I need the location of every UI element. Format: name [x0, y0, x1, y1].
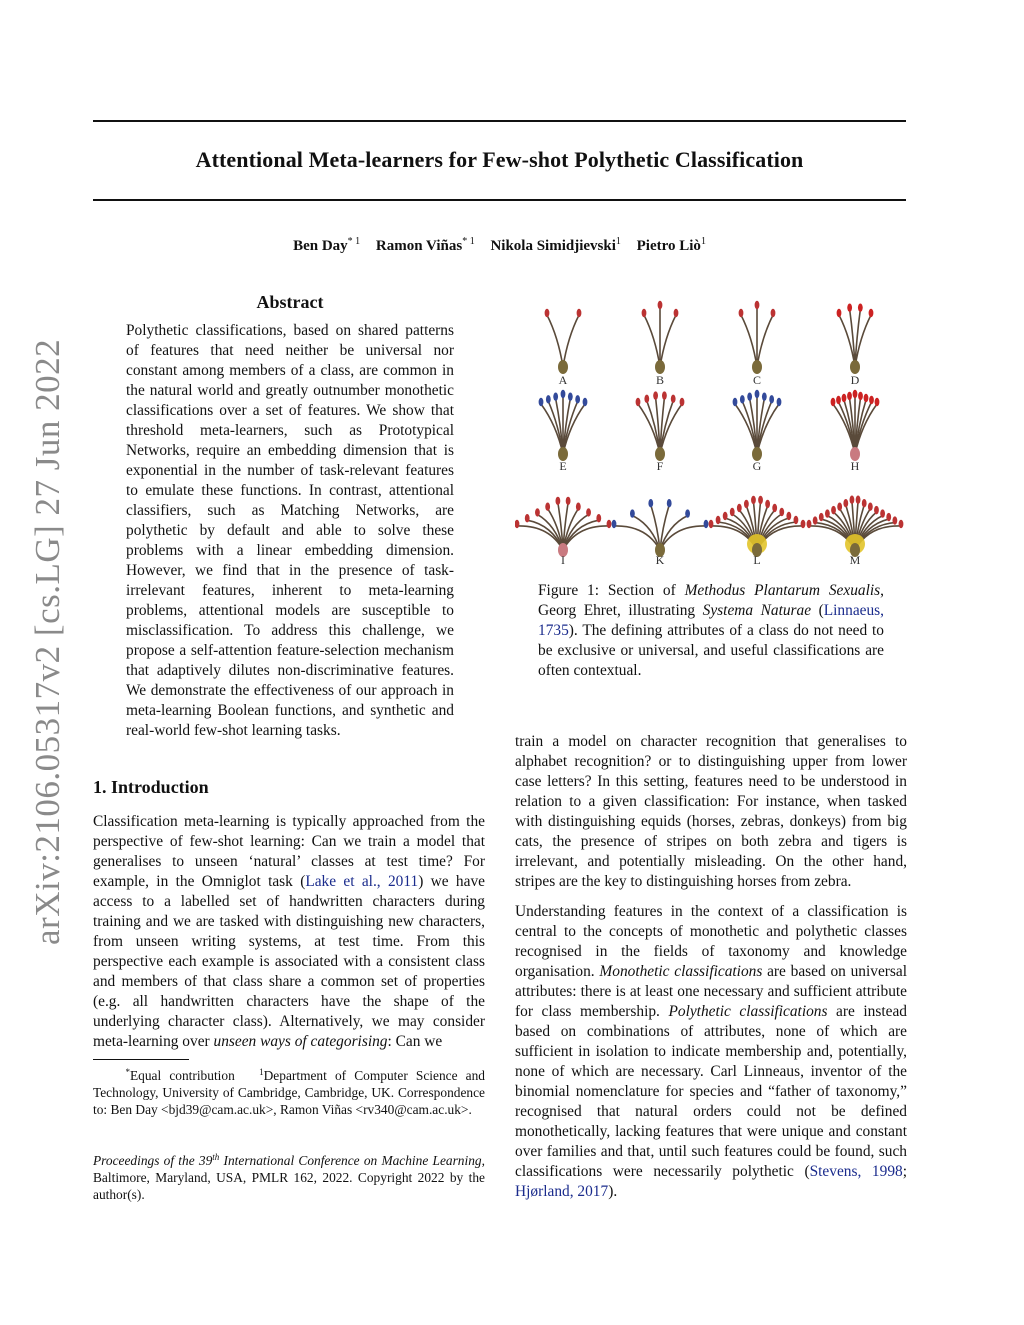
- flower-anther: [868, 502, 873, 510]
- flower-anther: [801, 520, 806, 528]
- flower-anther: [739, 309, 744, 317]
- flower-anther: [561, 390, 566, 398]
- flower-anther: [653, 391, 658, 399]
- citation-lake-2011[interactable]: Lake et al., 2011: [305, 873, 419, 890]
- flower-anther: [733, 398, 738, 406]
- flower-base: [752, 360, 762, 374]
- flower-anther: [862, 499, 867, 507]
- flower-anther: [525, 514, 530, 522]
- flower-stamen: [741, 315, 757, 367]
- flower-anther: [545, 309, 550, 317]
- flower-anther: [755, 390, 760, 398]
- flower-anther: [842, 394, 847, 402]
- figure-panel-label: L: [753, 553, 761, 567]
- flower-anther: [779, 508, 784, 516]
- flower-anther: [786, 512, 791, 520]
- flower-anther: [636, 398, 641, 406]
- footnote-rule: [93, 1059, 189, 1060]
- flower-anther: [831, 398, 836, 406]
- figure-panel-label: F: [656, 459, 664, 473]
- flower-anther: [575, 395, 580, 403]
- flower-stamen: [660, 315, 676, 367]
- citation-stevens-1998[interactable]: Stevens, 1998: [809, 1163, 903, 1180]
- flower-anther: [847, 392, 852, 400]
- right-column-paragraph-1: train a model on character recognition that generalises to alphabet recognition? or to distinguishing upper from lower case letters? In this setting, features need to be understood in relation to a given classification: For instance, when tasked with distinguishing equids (horses, zebras, donkeys) from big cats, the presence of stripes on both zebra and tigers is irrelevant, and potentially misleading. On the other hand, stripes are the key to distinguishing horses from zebra.: [515, 733, 907, 890]
- figure-panel-label: A: [558, 373, 568, 387]
- flower-anther: [886, 513, 891, 521]
- flower-anther: [680, 398, 685, 406]
- flower-anther: [869, 396, 874, 404]
- flower-stamen: [547, 315, 563, 367]
- flower-anther: [716, 516, 721, 524]
- flower-anther: [662, 391, 667, 399]
- author-ben-day: Ben Day$^{* 1}$: [293, 236, 361, 254]
- figure-panel-label: B: [655, 373, 665, 387]
- flower-anther: [515, 520, 519, 528]
- flower-anther: [685, 509, 690, 517]
- flower-base: [558, 360, 568, 374]
- flower-stamen: [757, 315, 773, 367]
- flower-anther: [577, 309, 582, 317]
- flower-anther: [847, 303, 852, 311]
- figure-caption: Figure 1: Section of Methodus Plantarum Sexualis, Georg Ehret, illustrating Systema Naturae (Linnaeus, 1735). The defining attributes of a class do not need to be exclusive or universal, and useful classifications are often contextual.: [538, 582, 885, 679]
- flower-anther: [596, 514, 601, 522]
- flower-anther: [762, 392, 767, 400]
- flower-anther: [723, 512, 728, 520]
- flower-anther: [737, 504, 742, 512]
- right-column-paragraph-2: Understanding features in the context of a classification is central to the concepts of monothetic and polythetic classes recognised in the fields of taxonomy and knowledge organisation. Monothetic classifications are based on universal attributes: there is at least one necessary and sufficient attribute for class membership. Polythetic classifications are instead based on combinations of attributes, none of which are sufficient in isolation to indicate membership and, potentially, none of which are necessary. Carl Linneaus, inventor of the binomial nomenclature for species and “father of taxonomy,” recognised that natural orders could not be defined monothetically, lacking features that were unique and constant over families and that, until such features could be found, such classifications were necessarily polythetic (Stevens, 1998; Hjørland, 2017).: [515, 903, 908, 1200]
- flower-anther: [740, 395, 745, 403]
- citation-linnaeus-1735[interactable]: Linnaeus, 1735: [538, 602, 885, 639]
- flower-anther: [858, 303, 863, 311]
- flower-anther: [583, 398, 588, 406]
- flower-anther: [553, 392, 558, 400]
- flower-anther: [858, 392, 863, 400]
- flower-anther: [704, 520, 709, 528]
- introduction-heading: 1. Introduction: [93, 777, 209, 797]
- abstract-heading: Abstract: [256, 292, 324, 312]
- figure-panel-label: E: [559, 459, 567, 473]
- flower-anther: [765, 500, 770, 508]
- flower-anther: [864, 394, 869, 402]
- flower-anther: [758, 496, 763, 504]
- author-list: [93, 236, 906, 255]
- flower-anther: [807, 520, 812, 528]
- flower-anther: [769, 395, 774, 403]
- flower-stamen: [644, 315, 660, 367]
- top-rule: [93, 120, 906, 122]
- flower-anther: [730, 508, 735, 516]
- flower-anther: [853, 390, 858, 398]
- footnote-affiliation: *Equal contribution $^1$Department of Computer Science and Technology, University of Cambridge, Cambridge, UK. Correspondence to: Ben Day <bjd39@cam.ac.uk>, Ramon Viñas <rv340@cam.ac.uk>.: [93, 1067, 485, 1117]
- flower-anther: [546, 395, 551, 403]
- title-bottom-rule: [93, 199, 906, 201]
- abstract-text: Polythetic classifications, based on shared patterns of features that need neither be universal nor constant among members of a class, are common in the natural world and greatly outnumber monothetic classifications over a set of features. We show that threshold meta-learners, such as Prototypical Networks, require an embedding dimension that is exponential in the number of task-relevant features to emulate these functions. In contrast, attentional classifiers, such as Matching Networks, are polythetic by default and able to solve these problems with a linear embedding dimension. However, we find that in the presence of task-irrelevant features, inherent to meta-learning problems, attentional models are susceptible to misclassification. To address this challenge, we propose a self-attention feature-selection mechanism that adaptively dilutes non-discriminative features. We demonstrate the effectiveness of our approach in meta-learning Boolean functions, and synthetic and real-world few-shot learning tasks.: [126, 322, 454, 739]
- author-nikola-simidjievski: Nikola Simidjievski$^1$: [490, 236, 621, 254]
- flower-anther: [837, 309, 842, 317]
- figure-panel-label: I: [561, 553, 565, 567]
- flower-anther: [850, 496, 855, 504]
- flower-anther: [843, 499, 848, 507]
- flower-anther: [648, 499, 653, 507]
- flower-anther: [566, 497, 571, 505]
- flower-anther: [642, 309, 647, 317]
- flower-anther: [535, 508, 540, 516]
- flower-anther: [836, 396, 841, 404]
- flower-base: [655, 360, 665, 374]
- flower-stamen: [563, 315, 579, 367]
- flower-anther: [869, 309, 874, 317]
- introduction-paragraph: Classification meta-learning is typically approached from the perspective of few-shot learning: Can we train a model that generalises to unseen ‘natural’ classes at test time? For example, in the Omniglot task (Lake et al., 2011) we have access to a labelled set of handwritten characters during training and we are tasked with distinguishing new characters, from unseen writing systems, at test time. From this perspective each example is associated with a consistent class and members of that class share a common set of properties (e.g. all handwritten characters have the shape of the underlying character class). Alternatively, we may consider meta-learning over unseen ways of categorising: Can we: [93, 813, 485, 1050]
- flower-anther: [644, 395, 649, 403]
- flower-anther: [545, 502, 550, 510]
- flower-anther: [658, 301, 663, 309]
- flower-anther: [837, 502, 842, 510]
- flower-anther: [539, 398, 544, 406]
- flower-anther: [856, 496, 861, 504]
- flower-anther: [794, 516, 799, 524]
- figure-panel-label: K: [655, 553, 665, 567]
- flower-anther: [899, 520, 904, 528]
- flower-anther: [612, 520, 617, 528]
- flower-anther: [568, 392, 573, 400]
- flower-anther: [874, 506, 879, 514]
- flower-anther: [819, 513, 824, 521]
- flower-anther: [831, 506, 836, 514]
- flower-anther: [875, 398, 880, 406]
- figure-panel-label: D: [850, 373, 860, 387]
- proceedings-note: Proceedings of the 39th International Conference on Machine Learning, Baltimore, Maryland, USA, PMLR 162, 2022. Copyright 2022 by the author(s).: [93, 1152, 485, 1202]
- arxiv-identifier: arXiv:2106.05317v2 [cs.LG] 27 Jun 2022: [28, 338, 67, 945]
- flower-base: [850, 360, 860, 374]
- flower-anther: [751, 496, 756, 504]
- flower-anther: [744, 500, 749, 508]
- citation-hjorland-2017[interactable]: Hjørland, 2017: [515, 1183, 609, 1200]
- flower-anther: [607, 520, 612, 528]
- flower-stamen: [850, 310, 855, 367]
- flower-anther: [555, 497, 560, 505]
- flower-anther: [671, 395, 676, 403]
- flower-anther: [630, 509, 635, 517]
- flower-anther: [674, 309, 679, 317]
- paper-title: Attentional Meta-learners for Few-shot Polythetic Classification: [195, 147, 804, 172]
- flower-anther: [709, 520, 714, 528]
- flower-anther: [586, 508, 591, 516]
- flower-anther: [772, 504, 777, 512]
- flower-anther: [892, 516, 897, 524]
- flower-stamen: [614, 526, 660, 550]
- flower-anther: [747, 392, 752, 400]
- flower-anther: [880, 509, 885, 517]
- flower-anther: [576, 502, 581, 510]
- flower-anther: [777, 398, 782, 406]
- flower-anther: [667, 499, 672, 507]
- author-ramon-vinas: Ramon Viñas$^{* 1}$: [375, 236, 475, 254]
- flower-anther: [755, 301, 760, 309]
- figure-panel-label: M: [849, 553, 861, 567]
- author-pietro-lio: Pietro Liò$^1$: [636, 236, 706, 254]
- flower-anther: [813, 516, 818, 524]
- flower-anther: [771, 309, 776, 317]
- figure-panel-label: H: [850, 459, 860, 473]
- flower-anther: [825, 509, 830, 517]
- flower-stamen: [660, 526, 706, 550]
- figure-linnaeus-illustration: [515, 292, 907, 570]
- figure-panel-label: G: [752, 459, 762, 473]
- figure-panel-label: C: [752, 373, 762, 387]
